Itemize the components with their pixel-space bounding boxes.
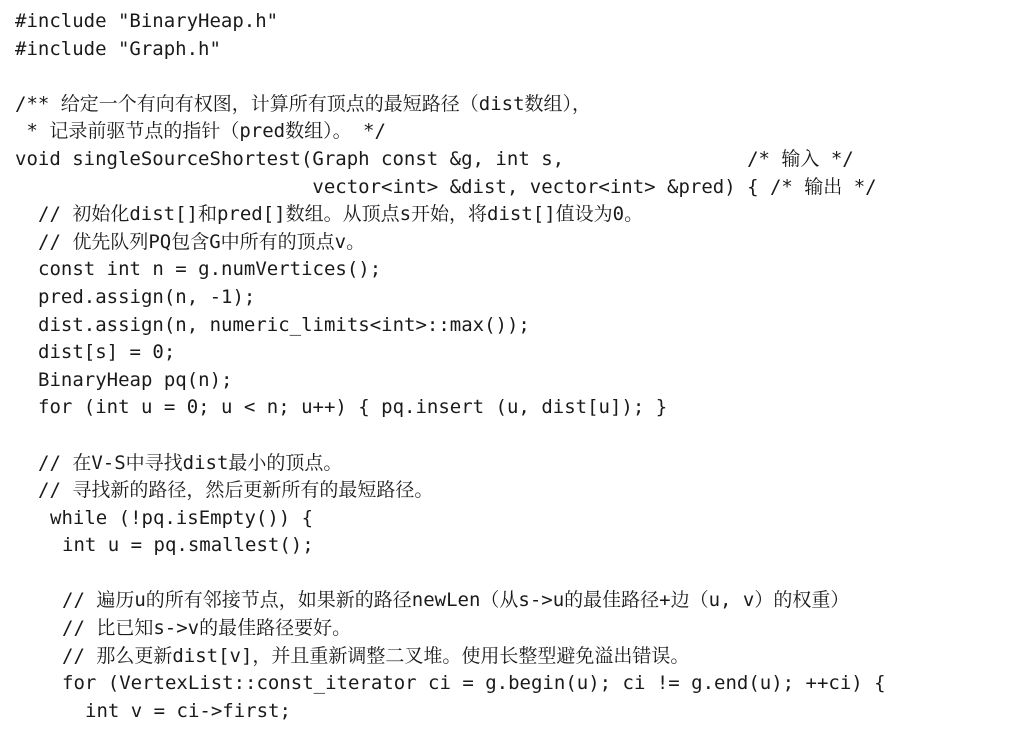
code-line: dist[s] = 0; — [38, 341, 176, 364]
code-line — [0, 422, 1009, 450]
code-line: #include "BinaryHeap.h" — [15, 10, 279, 32]
code-line: vector<int> &dist, vector<int> &pred) { /* 输出 */ — [15, 175, 877, 198]
code-line: // 在V-S中寻找dist最小的顶点。 — [38, 451, 343, 474]
code-line: BinaryHeap pq(n); — [38, 368, 233, 391]
code-line — [0, 560, 1009, 588]
code-line: // 初始化dist[]和pred[]数组。从顶点s开始，将dist[]值设为0。 — [38, 203, 644, 226]
code-line: int u = pq.smallest(); — [62, 534, 314, 557]
code-line: const int n = g.numVertices(); — [38, 258, 382, 281]
code-line: // 寻找新的路径，然后更新所有的最短路径。 — [38, 479, 434, 502]
code-line: #include "Graph.h" — [15, 37, 221, 60]
code-line: /** 给定一个有向有权图，计算所有顶点的最短路径（dist数组）， — [15, 92, 592, 115]
code-line: // 那么更新dist[v]，并且重新调整二叉堆。使用长整型避免溢出错误。 — [62, 644, 690, 667]
code-line: pred.assign(n, -1); — [38, 285, 256, 308]
code-line: // 遍历u的所有邻接节点，如果新的路径newLen（从s->u的最佳路径+边（u, v）的权重） — [62, 589, 850, 612]
code-line: dist.assign(n, numeric_limits<int>::max()); — [38, 313, 530, 336]
code-line: * 记录前驱节点的指针（pred数组）。 */ — [15, 120, 386, 143]
code-line: for (int u = 0; u < n; u++) { pq.insert (u, dist[u]); } — [38, 396, 668, 419]
code-line: void singleSourceShortest(Graph const &g, int s, /* 输入 */ — [15, 147, 854, 170]
code-line: while (!pq.isEmpty()) { — [50, 506, 314, 529]
code-line: // 优先队列PQ包含G中所有的顶点v。 — [38, 230, 366, 253]
code-line: // 比已知s->v的最佳路径要好。 — [62, 617, 352, 640]
code-line — [0, 63, 1009, 91]
code-line: int v = ci->first; — [85, 699, 291, 722]
code-line: for (VertexList::const_iterator ci = g.begin(u); ci != g.end(u); ++ci) { — [62, 672, 886, 695]
